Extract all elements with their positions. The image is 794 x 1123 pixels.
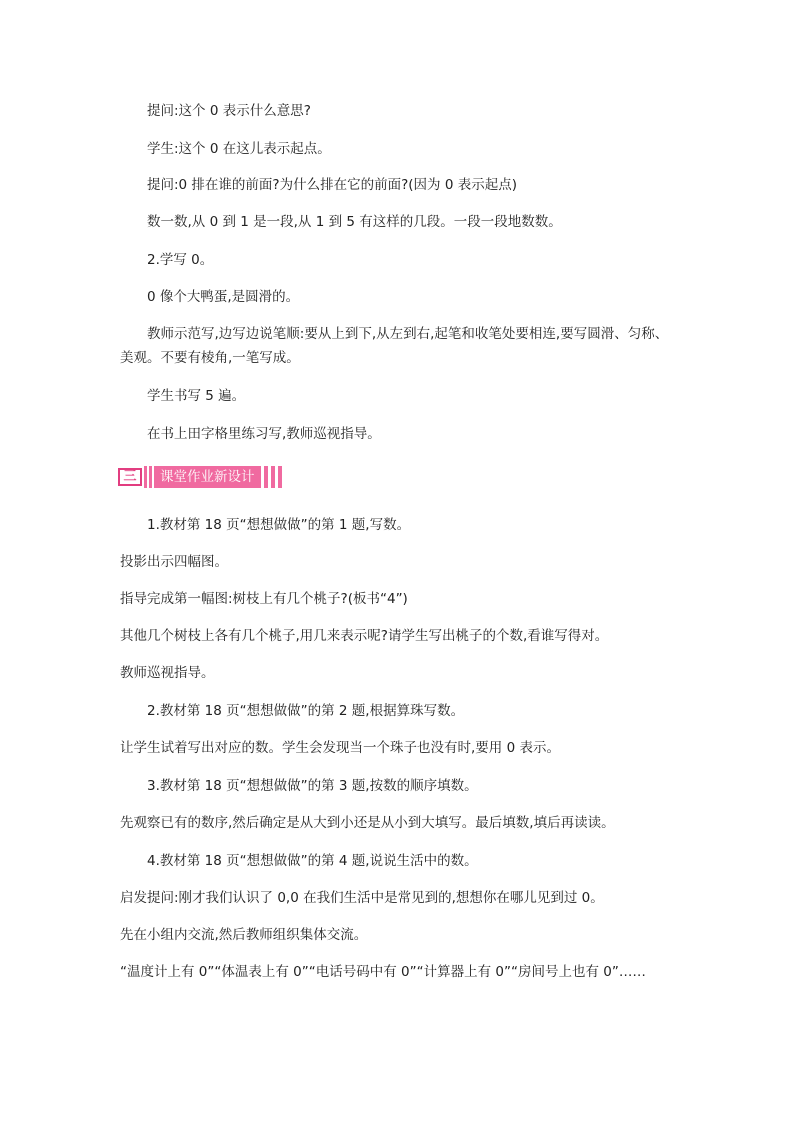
student-answer-start-point: 学生:这个 0 在这儿表示起点。 [147,141,331,157]
counting-segments: 数一数,从 0 到 1 是一段,从 1 到 5 有这样的几段。一段一段地数数。 [147,214,562,230]
exercise-1-projection: 投影出示四幅图。 [120,554,228,570]
question-meaning-of-zero: 提问:这个 0 表示什么意思? [147,103,311,119]
exercise-3-body: 先观察已有的数序,然后确定是从大到小还是从小到大填写。最后填数,填后再读读。 [120,815,615,831]
teacher-demo-paragraph: 教师示范写,边写边说笔顺:要从上到下,从左到右,起笔和收笔处要相连,要写圆滑、匀称、美观。不要有棱角,一笔写成。 [120,326,669,366]
section-heading [118,466,282,488]
exercise-4-group-discussion: 先在小组内交流,然后教师组织集体交流。 [120,927,368,943]
exercise-4-examples: “温度计上有 0”“体温表上有 0”“电话号码中有 0”“计算器上有 0”“房间号上也有 0”…… [120,964,646,980]
exercise-1-teacher-patrol: 教师巡视指导。 [120,665,215,681]
exercise-2-body: 让学生试着写出对应的数。学生会发现当一个珠子也没有时,要用 0 表示。 [120,740,560,756]
exercise-1-other-branches: 其他几个树枝上各有几个桃子,用几来表示呢?请学生写出桃子的个数,看谁写得对。 [120,628,609,644]
heading-divider-bar [144,466,147,488]
exercise-4-prompt: 启发提问:刚才我们认识了 0,0 在我们生活中是常见到的,想想你在哪儿见到过 0。 [120,890,604,906]
zero-like-duck-egg: 0 像个大鸭蛋,是圆滑的。 [147,289,300,305]
heading-divider-bar [149,466,152,488]
heading-stripe [271,466,275,488]
exercise-1-guide: 指导完成第一幅图:树枝上有几个桃子?(板书“4”) [120,591,408,607]
exercise-2-title: 2.教材第 18 页“想想做做”的第 2 题,根据算珠写数。 [147,703,465,719]
students-write-five-times: 学生书写 5 遍。 [147,388,246,404]
exercise-1-title: 1.教材第 18 页“想想做做”的第 1 题,写数。 [147,517,411,533]
heading-stripe [264,466,268,488]
exercise-3-title: 3.教材第 18 页“想想做做”的第 3 题,按数的顺序填数。 [147,778,478,794]
practice-in-grid: 在书上田字格里练习写,教师巡视指导。 [147,426,381,442]
subheading-write-zero: 2.学写 0。 [147,252,214,268]
exercise-4-title: 4.教材第 18 页“想想做做”的第 4 题,说说生活中的数。 [147,853,478,869]
heading-stripe [278,466,282,488]
section-title: 课堂作业新设计 [154,466,261,488]
question-zero-position: 提问:0 排在谁的前面?为什么排在它的前面?(因为 0 表示起点) [147,177,517,193]
section-number-badge: 三 [118,468,142,486]
